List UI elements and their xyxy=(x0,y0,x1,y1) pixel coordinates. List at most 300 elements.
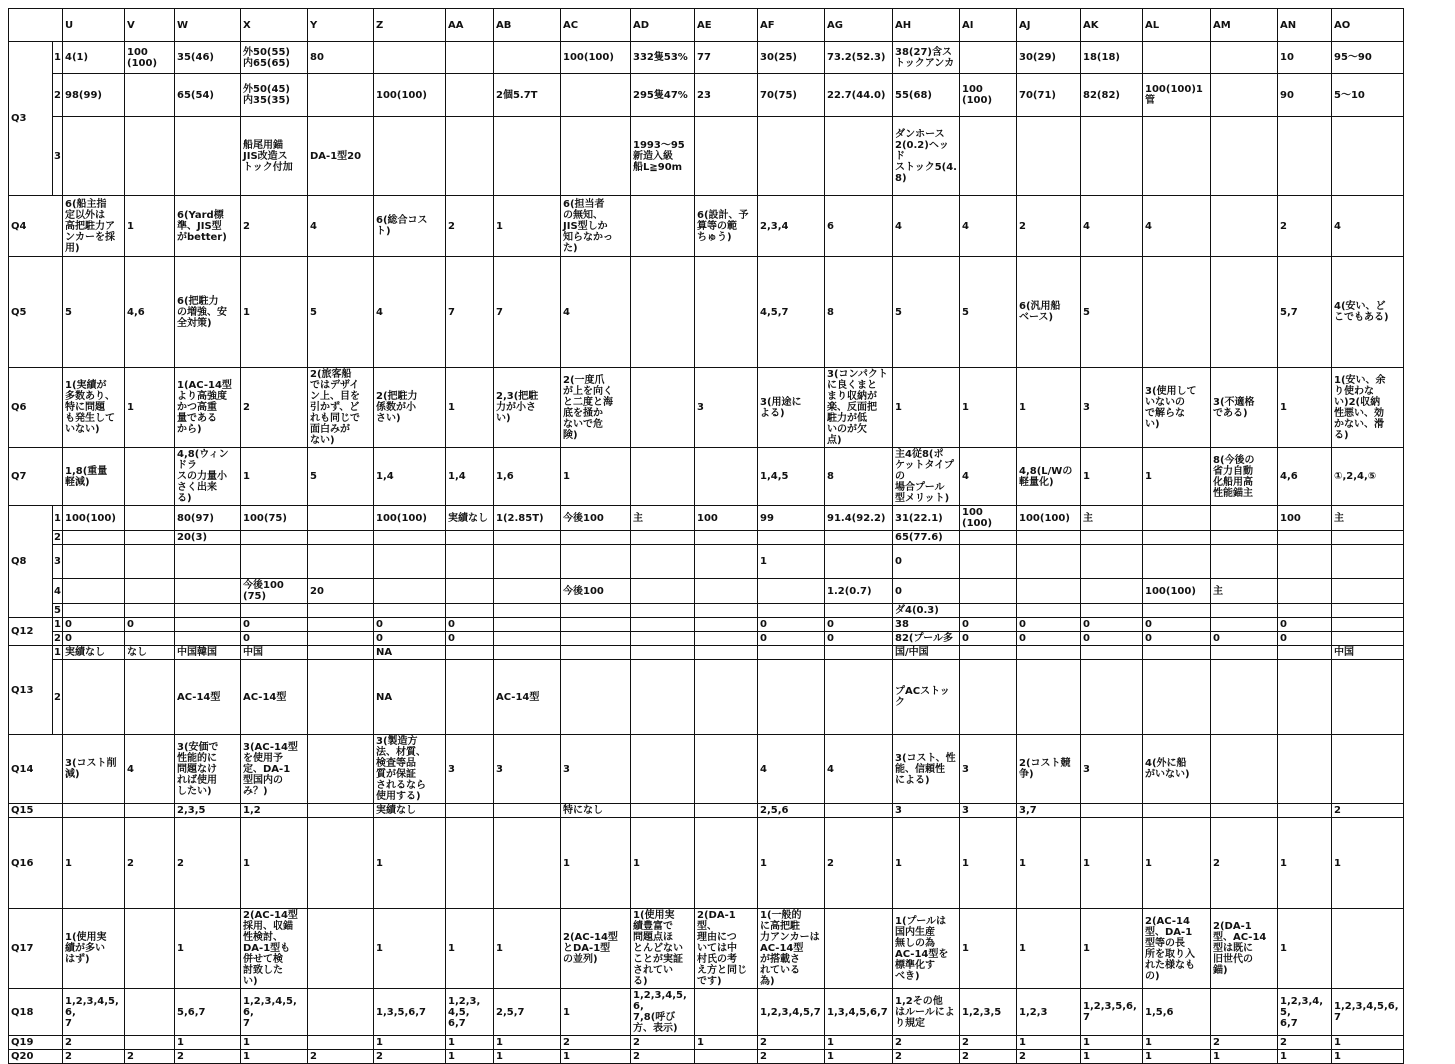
response-cell: 100 xyxy=(1278,506,1332,531)
response-cell xyxy=(446,531,494,545)
response-cell xyxy=(695,660,758,735)
response-cell: 1 xyxy=(1278,818,1332,909)
response-cell: 0 xyxy=(374,618,446,632)
response-cell xyxy=(1211,117,1278,196)
response-cell: 2,3(把駐 力が小さ い) xyxy=(494,368,561,448)
column-header: AA xyxy=(446,9,494,42)
response-cell: 1 xyxy=(1143,1036,1211,1050)
response-cell: 0 xyxy=(960,618,1017,632)
response-cell xyxy=(308,818,374,909)
response-cell: 7 xyxy=(446,257,494,368)
response-cell xyxy=(1211,804,1278,818)
response-cell: 1(実績が 多数あり、 特に問題 も発生して いない) xyxy=(63,368,125,448)
response-cell xyxy=(825,909,893,989)
response-cell: プACストック xyxy=(893,660,960,735)
response-cell xyxy=(125,909,175,989)
response-cell xyxy=(960,660,1017,735)
response-cell: 3 xyxy=(1081,735,1143,804)
response-cell: 1.2(0.7) xyxy=(825,579,893,604)
response-cell xyxy=(63,579,125,604)
response-cell xyxy=(1017,531,1081,545)
response-cell: 主 xyxy=(1332,506,1404,531)
column-header: AM xyxy=(1211,9,1278,42)
response-cell: 2 xyxy=(241,368,308,448)
response-cell xyxy=(631,257,695,368)
response-cell: 4(外に船 がいない) xyxy=(1143,735,1211,804)
column-header: AO xyxy=(1332,9,1404,42)
response-cell xyxy=(125,579,175,604)
response-cell: 1 xyxy=(494,1050,561,1064)
response-cell xyxy=(125,1036,175,1050)
response-cell: 1,6 xyxy=(494,448,561,506)
response-cell xyxy=(695,545,758,579)
response-cell: 2 xyxy=(374,1050,446,1064)
column-header: AF xyxy=(758,9,825,42)
response-cell xyxy=(1278,660,1332,735)
response-cell xyxy=(960,117,1017,196)
response-cell xyxy=(1143,531,1211,545)
response-cell xyxy=(825,646,893,660)
response-cell xyxy=(1211,989,1278,1036)
response-cell: 1 xyxy=(561,989,631,1036)
response-cell: 6(汎用船 ベース) xyxy=(1017,257,1081,368)
response-cell: 1(使用実 績豊富で 問題点ほ とんどない ことが実証 されてい る) xyxy=(631,909,695,989)
response-cell xyxy=(1278,646,1332,660)
response-cell: 1 xyxy=(1143,818,1211,909)
response-cell xyxy=(494,632,561,646)
response-cell: 2(AC-14 型、DA-1 型等の長 所を取り入 れた様なも の) xyxy=(1143,909,1211,989)
sub-item-number: 3 xyxy=(53,117,63,196)
response-cell xyxy=(695,448,758,506)
response-cell: 3(コンパクト に良くまと まり収納が 楽、反面把 駐力が低 いのが欠 点) xyxy=(825,368,893,448)
response-cell xyxy=(125,545,175,579)
question-label: Q19 xyxy=(9,1036,63,1050)
response-cell: 0 xyxy=(825,618,893,632)
response-cell: 1(使用実 績が多い はず) xyxy=(63,909,125,989)
response-cell: 80 xyxy=(308,42,374,74)
response-cell xyxy=(631,545,695,579)
table-row xyxy=(9,42,1404,74)
response-cell: 1 xyxy=(1017,909,1081,989)
response-cell xyxy=(960,646,1017,660)
response-cell xyxy=(561,632,631,646)
column-header: AN xyxy=(1278,9,1332,42)
response-cell: 外50(45) 内35(35) xyxy=(241,74,308,117)
response-cell xyxy=(308,989,374,1036)
response-cell: 295隻47% xyxy=(631,74,695,117)
response-cell xyxy=(63,531,125,545)
response-cell: 70(75) xyxy=(758,74,825,117)
response-cell: 1 xyxy=(1332,1050,1404,1064)
table-row xyxy=(9,448,1404,506)
response-cell xyxy=(695,257,758,368)
response-cell: 2 xyxy=(893,1036,960,1050)
response-cell: 実績なし xyxy=(374,804,446,818)
response-cell: 1 xyxy=(1278,368,1332,448)
response-cell xyxy=(63,804,125,818)
response-cell xyxy=(374,545,446,579)
response-cell: 1 xyxy=(446,368,494,448)
table-row xyxy=(9,660,1404,735)
response-cell xyxy=(308,909,374,989)
response-cell: 0 xyxy=(1143,632,1211,646)
response-cell xyxy=(631,579,695,604)
column-header: Y xyxy=(308,9,374,42)
response-cell: 2 xyxy=(175,818,241,909)
table-row xyxy=(9,74,1404,117)
response-cell: 1,2,3,4,5,6, 7,8(呼び 方、表示) xyxy=(631,989,695,1036)
table-row xyxy=(9,646,1404,660)
response-cell: 2,3,5 xyxy=(175,804,241,818)
response-cell xyxy=(631,618,695,632)
response-cell: 2 xyxy=(446,196,494,257)
response-cell xyxy=(561,646,631,660)
response-cell: 1(一般的 に高把駐 力アンカーは AC-14型 が搭載さ れている 為) xyxy=(758,909,825,989)
response-cell: 1,2,3,4,5,6, 7 xyxy=(63,989,125,1036)
response-cell: なし xyxy=(125,646,175,660)
response-cell xyxy=(308,1036,374,1050)
response-cell xyxy=(1143,646,1211,660)
response-cell: 5～10 xyxy=(1332,74,1404,117)
response-cell: 3 xyxy=(960,735,1017,804)
response-cell: 3(安価で 性能的に 問題なけ れば使用 したい) xyxy=(175,735,241,804)
response-cell xyxy=(494,646,561,660)
response-cell: 2 xyxy=(1017,1050,1081,1064)
column-header: AL xyxy=(1143,9,1211,42)
response-cell: 2,5,7 xyxy=(494,989,561,1036)
response-cell: 1 xyxy=(893,818,960,909)
response-cell: 1,2,3,4,5, 6,7 xyxy=(1278,989,1332,1036)
response-cell xyxy=(125,804,175,818)
response-cell: 1 xyxy=(825,1036,893,1050)
response-cell: NA xyxy=(374,646,446,660)
response-cell: 0 xyxy=(1278,632,1332,646)
response-cell: 0 xyxy=(1081,632,1143,646)
response-cell: 4,8(ウィンドラ スの力量小 さく出来 る) xyxy=(175,448,241,506)
response-cell xyxy=(695,531,758,545)
response-cell xyxy=(241,604,308,618)
response-cell: 99 xyxy=(758,506,825,531)
response-cell: 4,6 xyxy=(125,257,175,368)
question-label: Q20 xyxy=(9,1050,63,1064)
response-cell: 1 xyxy=(241,257,308,368)
response-cell: 2(DA-1型、 理由につ いては中 村氏の考 え方と同じ です) xyxy=(695,909,758,989)
table-row xyxy=(9,506,1404,531)
response-cell xyxy=(308,618,374,632)
table-row xyxy=(9,989,1404,1036)
response-cell: 2 xyxy=(893,1050,960,1064)
response-cell xyxy=(631,646,695,660)
response-cell: 1 xyxy=(1017,368,1081,448)
response-cell: 0 xyxy=(825,632,893,646)
response-cell xyxy=(561,604,631,618)
response-cell xyxy=(825,531,893,545)
response-cell xyxy=(308,506,374,531)
response-cell xyxy=(1211,646,1278,660)
response-cell xyxy=(1211,660,1278,735)
response-cell: 1 xyxy=(695,1036,758,1050)
response-cell xyxy=(308,660,374,735)
table-row xyxy=(9,196,1404,257)
sub-item-number: 1 xyxy=(54,619,61,630)
response-cell: 2 xyxy=(1211,818,1278,909)
response-cell xyxy=(241,531,308,545)
sub-item-number: 3 xyxy=(53,545,63,579)
response-cell: 1 xyxy=(1081,448,1143,506)
response-cell: 4 xyxy=(1081,196,1143,257)
response-cell xyxy=(374,42,446,74)
response-cell xyxy=(1332,604,1404,618)
table-row xyxy=(9,909,1404,989)
response-cell: 8(今後の 省力自動 化船用高 性能錨主 xyxy=(1211,448,1278,506)
response-cell: 6(船主指 定以外は 高把駐力ア ンカーを採 用) xyxy=(63,196,125,257)
response-cell: 1 xyxy=(1081,1050,1143,1064)
response-cell: 2 xyxy=(125,818,175,909)
response-cell: 20 xyxy=(308,579,374,604)
response-cell xyxy=(63,545,125,579)
response-cell: 1 xyxy=(125,368,175,448)
response-cell xyxy=(63,117,125,196)
response-cell xyxy=(1278,531,1332,545)
column-header: U xyxy=(63,9,125,42)
response-cell xyxy=(631,735,695,804)
response-cell xyxy=(446,660,494,735)
question-label: Q13 xyxy=(9,646,53,735)
response-cell: 1 xyxy=(1081,818,1143,909)
response-cell: 1 xyxy=(241,818,308,909)
table-row xyxy=(9,735,1404,804)
response-cell xyxy=(1278,117,1332,196)
sub-item-number: 2 xyxy=(54,532,61,543)
response-cell xyxy=(695,989,758,1036)
response-cell xyxy=(308,646,374,660)
response-cell: 1 xyxy=(960,909,1017,989)
response-cell xyxy=(631,660,695,735)
response-cell: 今後100 xyxy=(561,579,631,604)
response-cell xyxy=(1143,804,1211,818)
response-cell: 1 xyxy=(374,1036,446,1050)
response-cell xyxy=(561,618,631,632)
response-cell: 70(71) xyxy=(1017,74,1081,117)
response-cell: 2 xyxy=(241,196,308,257)
response-cell: 3 xyxy=(561,735,631,804)
response-cell: AC-14型 xyxy=(175,660,241,735)
response-cell xyxy=(561,117,631,196)
response-cell: 1,2,3,4,5, 6,7 xyxy=(446,989,494,1036)
response-cell: 1 xyxy=(1211,1050,1278,1064)
response-cell: 中国韓国 xyxy=(175,646,241,660)
response-cell: 2 xyxy=(175,1050,241,1064)
response-cell: 1(プールは 国内生産 無しの為 AC-14型を 標準化す べき) xyxy=(893,909,960,989)
response-cell xyxy=(1278,804,1332,818)
response-cell: 3 xyxy=(446,735,494,804)
response-cell: 0 xyxy=(374,632,446,646)
response-cell xyxy=(1211,531,1278,545)
response-cell xyxy=(1332,660,1404,735)
response-cell: 1,5,6 xyxy=(1143,989,1211,1036)
response-cell: 1,3,5,6,7 xyxy=(374,989,446,1036)
response-cell: 100 (100) xyxy=(125,42,175,74)
response-cell: 2(把駐力 係数が小 さい) xyxy=(374,368,446,448)
response-cell: 5 xyxy=(308,448,374,506)
response-cell: 6(把駐力 の増強、安 全対策) xyxy=(175,257,241,368)
response-cell xyxy=(1081,117,1143,196)
response-cell: 1 xyxy=(1278,1050,1332,1064)
response-cell: 特になし xyxy=(561,804,631,818)
response-cell: 100(75) xyxy=(241,506,308,531)
column-header: Z xyxy=(374,9,446,42)
response-cell: 1(2.85T) xyxy=(494,506,561,531)
response-cell xyxy=(695,804,758,818)
response-cell: 1,8(重量 軽減) xyxy=(63,448,125,506)
response-cell xyxy=(125,448,175,506)
response-cell: 65(54) xyxy=(175,74,241,117)
response-cell: 3,7 xyxy=(1017,804,1081,818)
response-cell: 1 xyxy=(561,448,631,506)
column-header: V xyxy=(125,9,175,42)
response-cell xyxy=(631,448,695,506)
response-cell: 23 xyxy=(695,74,758,117)
response-cell: 0 xyxy=(1211,632,1278,646)
response-cell: 3(製造方 法、材質、 検査等品 質が保証 されるなら 使用する) xyxy=(374,735,446,804)
response-cell xyxy=(1017,545,1081,579)
sub-item-number: 5 xyxy=(54,605,61,616)
response-cell: 2 xyxy=(1278,196,1332,257)
response-cell: 0 xyxy=(1017,632,1081,646)
response-cell xyxy=(494,579,561,604)
response-cell: 2 xyxy=(960,1050,1017,1064)
response-cell: 100(100) xyxy=(1017,506,1081,531)
response-cell: 主4従8(ポ ケットタイプの 場合プール 型メリット) xyxy=(893,448,960,506)
response-cell: 3 xyxy=(893,804,960,818)
response-cell: 4 xyxy=(960,448,1017,506)
response-cell xyxy=(494,604,561,618)
response-cell: 1 xyxy=(960,818,1017,909)
response-cell: 4(安い、ど こでもある) xyxy=(1332,257,1404,368)
response-cell: 1,2その他 はルールによ り規定 xyxy=(893,989,960,1036)
response-cell xyxy=(825,660,893,735)
response-cell: 6(Yard標 準、JIS型 がbetter) xyxy=(175,196,241,257)
response-cell: 1 xyxy=(561,818,631,909)
response-cell xyxy=(374,604,446,618)
response-cell: 2(一度爪 が上を向く と二度と海 底を掻か ないで危 険) xyxy=(561,368,631,448)
response-cell xyxy=(695,818,758,909)
response-cell xyxy=(308,545,374,579)
response-cell xyxy=(1143,42,1211,74)
response-cell: 2(旅客船 ではデザイ ン上、目を 引かず、ど れも同じで 面白みが ない) xyxy=(308,368,374,448)
response-cell xyxy=(125,604,175,618)
response-cell: 6(担当者 の無知、 JIS型しか 知らなかっ た) xyxy=(561,196,631,257)
response-cell: 2 xyxy=(631,1036,695,1050)
response-cell: 2(DA-1 型、AC-14 型は既に 旧世代の 錨) xyxy=(1211,909,1278,989)
response-cell xyxy=(494,531,561,545)
sub-item-number: 1 xyxy=(54,647,61,658)
response-cell: 1 xyxy=(1278,909,1332,989)
response-cell: 2 xyxy=(960,1036,1017,1050)
response-cell: 1 xyxy=(1081,909,1143,989)
response-cell: 0 xyxy=(446,618,494,632)
response-cell: 1 xyxy=(446,1050,494,1064)
response-cell: 2 xyxy=(125,1050,175,1064)
response-cell: 3 xyxy=(494,735,561,804)
response-cell: 1 xyxy=(125,196,175,257)
response-cell: 1(安い、余 り使わな い)2(収納 性悪い、効 かない、滑 る) xyxy=(1332,368,1404,448)
table-row xyxy=(9,818,1404,909)
question-label: Q8 xyxy=(9,506,53,618)
response-cell: 1 xyxy=(1332,818,1404,909)
response-cell: 1 xyxy=(494,909,561,989)
response-cell: 5 xyxy=(63,257,125,368)
response-cell: 1 xyxy=(494,1036,561,1050)
column-header: AH xyxy=(893,9,960,42)
response-cell: 0 xyxy=(893,545,960,579)
response-cell xyxy=(374,579,446,604)
table-row xyxy=(9,1050,1404,1064)
table-row xyxy=(9,257,1404,368)
response-cell xyxy=(125,117,175,196)
response-cell: 2 xyxy=(1278,1036,1332,1050)
response-cell: NA xyxy=(374,660,446,735)
response-cell xyxy=(494,618,561,632)
response-cell xyxy=(695,1050,758,1064)
response-cell: 1,2,3,4,5,6, 7 xyxy=(241,989,308,1036)
table-row xyxy=(9,545,1404,579)
response-cell: 国/中国 xyxy=(893,646,960,660)
response-cell: 0 xyxy=(446,632,494,646)
response-cell xyxy=(631,632,695,646)
response-cell: 100(100) xyxy=(1143,579,1211,604)
response-cell: 4 xyxy=(125,735,175,804)
response-cell: 4 xyxy=(308,196,374,257)
response-cell xyxy=(374,531,446,545)
response-cell: 1,2,3,4,5,7 xyxy=(758,989,825,1036)
response-cell: 今後100 xyxy=(561,506,631,531)
response-cell: 1,2,3 xyxy=(1017,989,1081,1036)
response-cell xyxy=(308,604,374,618)
response-cell: 22.7(44.0) xyxy=(825,74,893,117)
response-cell: 80(97) xyxy=(175,506,241,531)
column-header: AD xyxy=(631,9,695,42)
response-cell xyxy=(374,117,446,196)
response-cell: 5 xyxy=(1081,257,1143,368)
response-cell: 2 xyxy=(758,1036,825,1050)
response-cell: 主 xyxy=(631,506,695,531)
response-cell: 2 xyxy=(308,1050,374,1064)
response-cell xyxy=(758,646,825,660)
response-cell: 100 (100) xyxy=(960,506,1017,531)
response-cell: 100 (100) xyxy=(960,74,1017,117)
response-cell xyxy=(63,660,125,735)
response-cell xyxy=(1211,506,1278,531)
response-cell xyxy=(561,660,631,735)
response-cell: 4 xyxy=(1332,196,1404,257)
response-cell xyxy=(960,579,1017,604)
response-cell: 2 xyxy=(561,1036,631,1050)
response-cell xyxy=(695,646,758,660)
table-row xyxy=(9,531,1404,545)
response-cell: 1,3,4,5,6,7 xyxy=(825,989,893,1036)
response-cell xyxy=(1211,604,1278,618)
response-cell xyxy=(1211,545,1278,579)
question-label: Q5 xyxy=(9,257,63,368)
response-cell: 3(使用して いないの で解らな い) xyxy=(1143,368,1211,448)
response-cell xyxy=(561,531,631,545)
response-cell xyxy=(1332,632,1404,646)
response-cell xyxy=(1143,506,1211,531)
response-cell xyxy=(1211,735,1278,804)
response-cell: 8 xyxy=(825,257,893,368)
response-cell: 実績なし xyxy=(446,506,494,531)
